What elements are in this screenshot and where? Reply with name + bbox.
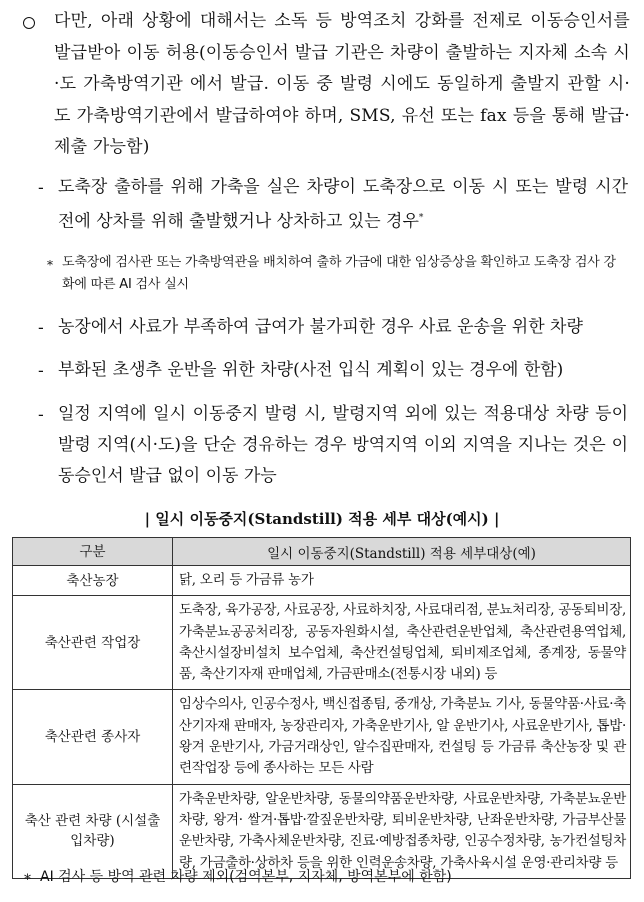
table-header-row xyxy=(13,538,631,566)
table-title: | 일시 이동중지(Standstill) 적용 세부 대상(예시) | xyxy=(144,510,500,528)
footnote-text: AI 검사 등 방역 관련 차량 제외(검역본부, 지자체, 방역본부에 한함) xyxy=(40,869,452,885)
header-category: 구분 xyxy=(13,538,173,566)
row-category: 축산 관련 차량 (시설출입차량) xyxy=(13,784,173,878)
footnote-star: * xyxy=(24,872,31,888)
bullet-item-4: 일정 지역에 일시 이동중지 발령 시, 발령지역 외에 있는 적용대상 차량 등이 발령 지역(시·도)을 단순 경유하는 경우 방역지역 이외 지역을 지나는 것은 이동승인서 발급 없이 이동 가능 xyxy=(58,404,628,486)
header-detail: 일시 이동중지(Standstill) 적용 세부대상(예) xyxy=(173,538,631,566)
row-detail: 가축운반차량, 알운반차량, 동물의약품운반차량, 사료운반차량, 가축분뇨운반차량, 왕겨· 쌀겨·톱밥·깔짚운반차량, 퇴비운반차량, 난좌운반차량, 가금부산물운반차량, 가축사체운반차량, 진료·예방접종차량, 인공수정차량, 농가컨설팅차량, 가금출하·상하차 등을 위한 인력운송차량, 가축사육시설 운영·관리차량 등 xyxy=(173,784,631,878)
table-row xyxy=(13,596,631,690)
bullet-item-3: 부화된 초생추 운반을 위한 차량(사전 입식 계획이 있는 경우에 한함) xyxy=(58,360,564,380)
dash-marker: - xyxy=(38,318,44,338)
table-row xyxy=(13,690,631,784)
dash-marker: - xyxy=(38,405,44,425)
bullet-item-1-sup: * xyxy=(418,213,424,223)
note-star: * xyxy=(47,258,53,272)
bullet-item-2: 농장에서 사료가 부족하여 급여가 불가피한 경우 사료 운송을 위한 차량 xyxy=(58,317,583,337)
bullet-item-1-text: 도축장 출하를 위해 가축을 실은 차량이 도축장으로 이동 시 또는 발령 시간 전에 상차를 위해 출발했거나 상차하고 있는 경우 xyxy=(58,177,628,232)
bullet-item-1 xyxy=(58,172,628,238)
table-row xyxy=(13,566,631,596)
circle-bullet-icon xyxy=(23,17,35,29)
dash-marker: - xyxy=(38,361,44,381)
main-paragraph: 다만, 아래 상황에 대해서는 소독 등 방역조치 강화를 전제로 이동승인서를 발급받아 이동 허용(이동승인서 발급 기관은 차량이 출발하는 지자체 소속 시·도 가축방역기관 에서 발급. 이동 중 발령 시에도 동일하게 출발지 관할 시·도 가축방역기관에서 발급하여야 하며, SMS, 유선 또는 fax 등을 통해 발급·제출 가능함) xyxy=(54,11,630,157)
row-category: 축산관련 종사자 xyxy=(13,690,173,784)
row-detail: 닭, 오리 등 가금류 농가 xyxy=(173,566,631,596)
row-detail: 임상수의사, 인공수정사, 백신접종팀, 중개상, 가축분뇨 기사, 동물약품·사료·축산기자재 판매자, 농장관리자, 가축운반기사, 알 운반기사, 사료운반기사, 톱밥·왕겨 운반기사, 가금거래상인, 알수집판매자, 컨설팅 등 가금류 축산농장 및 관련작업장 등에 종사하는 모든 사람 xyxy=(173,690,631,784)
detail-table xyxy=(12,537,631,879)
note-text: 도축장에 검사관 또는 가축방역관을 배치하여 출하 가금에 대한 임상증상을 확인하고 도축장 검사 강화에 따른 AI 검사 실시 xyxy=(62,255,616,292)
row-category: 축산농장 xyxy=(13,566,173,596)
row-detail: 도축장, 육가공장, 사료공장, 사료하치장, 사료대리점, 분뇨처리장, 공동퇴비장, 가축분뇨공공처리장, 공동자원화시설, 축산관련운반업체, 축산관련용역업체, 축산시설장비설치 보수업체, 축산컨설팅업체, 퇴비제조업체, 종계장, 동물약품, 축산기자재 판매업체, 가금판매소(전통시장 내외) 등 xyxy=(173,596,631,690)
row-category: 축산관련 작업장 xyxy=(13,596,173,690)
dash-marker: - xyxy=(38,178,44,198)
